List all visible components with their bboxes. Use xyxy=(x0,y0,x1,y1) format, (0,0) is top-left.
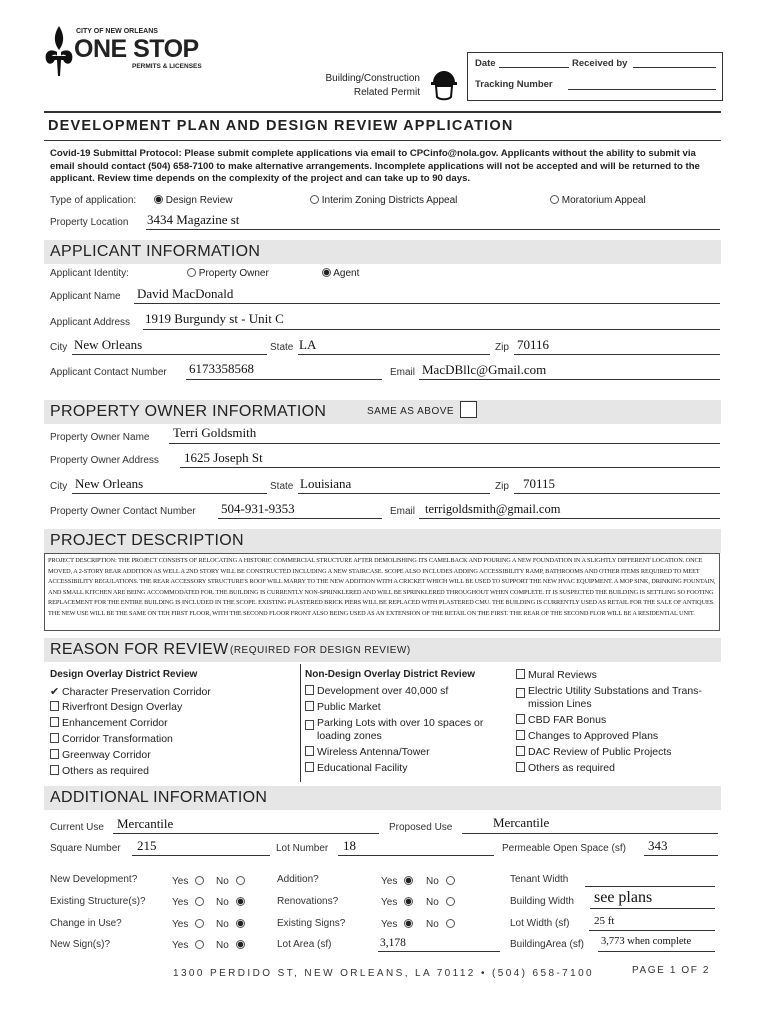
check-icon: ✔ xyxy=(50,686,60,698)
applicant-email-value: MacDBllc@Gmail.com xyxy=(422,362,547,377)
owner-city-value: New Orleans xyxy=(75,476,144,491)
public-market-checkbox[interactable] xyxy=(305,701,314,711)
owner-contact-label: Property Owner Contact Number xyxy=(50,506,196,517)
radio-new-signs-yes[interactable] xyxy=(195,940,204,949)
new-signs-no[interactable] xyxy=(216,940,245,951)
electric-utility-checkbox[interactable] xyxy=(516,688,525,698)
educational-facility-option[interactable] xyxy=(305,762,505,778)
project-section-header xyxy=(44,529,721,553)
date-field[interactable] xyxy=(499,67,569,68)
owner-state-field[interactable] xyxy=(298,493,490,494)
no-label: No xyxy=(216,940,229,951)
dac-review-checkbox[interactable] xyxy=(516,746,525,756)
reason-heading-note: (REQUIRED FOR DESIGN REVIEW) xyxy=(230,645,411,656)
page-number: PAGE 1 OF 2 xyxy=(632,965,710,976)
owner-address-field[interactable] xyxy=(180,467,720,468)
changes-approved-option[interactable] xyxy=(516,730,721,746)
project-description-box[interactable] xyxy=(44,553,720,631)
non-design-overlay-list xyxy=(305,685,505,778)
radio-property-owner[interactable] xyxy=(187,268,196,277)
owner-heading: PROPERTY OWNER INFORMATION xyxy=(50,403,327,420)
yes-label: Yes xyxy=(172,940,189,951)
owner-state-value: Louisiana xyxy=(300,476,352,491)
square-number-value: 215 xyxy=(137,838,157,853)
property-location-value: 3434 Magazine st xyxy=(147,212,240,227)
current-use-value: Mercantile xyxy=(117,816,174,831)
applicant-zip-field[interactable] xyxy=(514,354,720,355)
building-area-value: 3,773 when complete xyxy=(601,936,692,947)
change-in-use-label: Change in Use? xyxy=(50,918,122,929)
addition-no[interactable] xyxy=(426,876,455,887)
project-heading: PROJECT DESCRIPTION xyxy=(50,532,244,549)
proposed-use-label: Proposed Use xyxy=(389,822,453,833)
building-area-field[interactable] xyxy=(598,951,715,952)
no-label: No xyxy=(216,876,229,887)
logo-sub-text: PERMITS & LICENSES xyxy=(132,63,202,70)
owner-zip-label: Zip xyxy=(495,481,509,492)
type-of-application-label: Type of application: xyxy=(50,195,137,206)
owner-email-label: Email xyxy=(390,506,416,517)
owner-contact-value: 504-931-9353 xyxy=(221,501,295,516)
reason-heading: REASON FOR REVIEW xyxy=(50,641,229,658)
applicant-zip-label: Zip xyxy=(495,342,509,353)
radio-izd-appeal[interactable] xyxy=(310,195,319,204)
addition-yes[interactable] xyxy=(381,876,413,887)
lot-number-label: Lot Number xyxy=(276,843,329,854)
electric-utility-option[interactable] xyxy=(516,685,721,714)
existing-structures-label: Existing Structure(s)? xyxy=(50,896,146,907)
applicant-contact-field[interactable] xyxy=(186,379,382,380)
cbd-far-label: CBD FAR Bonus xyxy=(528,714,607,726)
current-use-field[interactable] xyxy=(113,833,379,834)
dac-review-label: DAC Review of Public Projects xyxy=(528,746,672,758)
lot-width-label: Lot Width (sf) xyxy=(510,918,570,929)
radio-existing-signs-yes[interactable] xyxy=(404,919,413,928)
dac-review-option[interactable] xyxy=(516,746,721,762)
development-40000-option[interactable] xyxy=(305,685,505,701)
applicant-address-field[interactable] xyxy=(143,329,720,330)
logo xyxy=(44,22,214,80)
design-overlay-list xyxy=(50,685,211,781)
parking-lots-checkbox[interactable] xyxy=(305,720,314,730)
development-40000-checkbox[interactable] xyxy=(305,685,314,695)
owner-address-value: 1625 Joseph St xyxy=(184,450,263,465)
no-label: No xyxy=(426,897,439,908)
riverfront-option[interactable] xyxy=(50,701,211,717)
radio-new-development-yes[interactable] xyxy=(195,876,204,885)
col3-others-checkbox[interactable] xyxy=(516,762,525,772)
type-izd-appeal[interactable] xyxy=(310,195,457,206)
owner-email-value: terrigoldsmith@gmail.com xyxy=(425,502,561,516)
greenway-checkbox[interactable] xyxy=(50,749,59,759)
radio-new-development-no[interactable] xyxy=(236,876,245,885)
proposed-use-value: Mercantile xyxy=(493,815,550,830)
building-width-value: see plans xyxy=(594,889,653,906)
renovations-label: Renovations? xyxy=(277,896,339,907)
col1-others-option[interactable] xyxy=(50,765,211,781)
radio-design-review[interactable] xyxy=(154,195,163,204)
enhancement-checkbox[interactable] xyxy=(50,717,59,727)
applicant-address-label: Applicant Address xyxy=(50,317,131,328)
owner-state-label: State xyxy=(270,481,294,492)
design-overlay-title: Design Overlay District Review xyxy=(50,669,198,680)
covid-notice: Covid-19 Submittal Protocol: Please submit complete applications via email to CPCinfo@nola.gov. Applicants without the ability to submit via email should contact (504) 658-7100 to make alternative arrangements. Incomplete applications will not be accepted and will be returned to the applicant. Review time depends on the complexity of the project and can take up to 90 days. xyxy=(50,148,700,185)
additional-heading: ADDITIONAL INFORMATION xyxy=(50,789,268,806)
tenant-width-label: Tenant Width xyxy=(510,874,569,885)
owner-zip-field[interactable] xyxy=(514,493,720,494)
type-izd-appeal-label: Interim Zoning Districts Appeal xyxy=(321,195,458,206)
yes-label: Yes xyxy=(381,876,398,887)
owner-name-value: Terri Goldsmith xyxy=(173,425,257,440)
yes-label: Yes xyxy=(172,876,189,887)
mural-reviews-option[interactable] xyxy=(516,669,721,685)
applicant-contact-label: Applicant Contact Number xyxy=(50,367,167,378)
square-number-label: Square Number xyxy=(50,843,121,854)
col1-others-label: Others as required xyxy=(62,765,149,777)
owner-zip-value: 70115 xyxy=(523,476,556,491)
applicant-name-label: Applicant Name xyxy=(50,291,121,302)
new-development-yes[interactable] xyxy=(172,876,204,887)
radio-renovations-yes[interactable] xyxy=(404,897,413,906)
radio-moratorium-appeal[interactable] xyxy=(550,195,559,204)
radio-addition-yes[interactable] xyxy=(404,876,413,885)
permeable-space-field[interactable] xyxy=(644,855,718,856)
permit-type-line2: Related Permit xyxy=(353,87,420,98)
riverfront-label: Riverfront Design Overlay xyxy=(62,701,183,713)
parking-lots-label: Parking Lots with over 10 spaces or loading zones xyxy=(317,717,484,742)
lot-number-value: 18 xyxy=(343,838,356,853)
date-label: Date xyxy=(475,58,496,69)
cbd-far-checkbox[interactable] xyxy=(516,714,525,724)
electric-utility-label: Electric Utility Substations and Trans-mission Lines xyxy=(528,685,702,710)
footer-address: 1300 PERDIDO ST, NEW ORLEANS, LA 70112 • (504) 658-7100 xyxy=(173,968,595,979)
radio-change-in-use-no[interactable] xyxy=(236,919,245,928)
existing-structures-no[interactable] xyxy=(216,897,245,908)
new-signs-yes[interactable] xyxy=(172,940,204,951)
col1-others-checkbox[interactable] xyxy=(50,765,59,775)
new-signs-label: New Sign(s)? xyxy=(50,939,111,950)
property-location-field[interactable] xyxy=(146,229,720,230)
mural-reviews-checkbox[interactable] xyxy=(516,669,525,679)
enhancement-label: Enhancement Corridor xyxy=(62,717,168,729)
no-label: No xyxy=(426,919,439,930)
lot-width-value: 25 ft xyxy=(594,915,615,927)
radio-existing-signs-no[interactable] xyxy=(446,919,455,928)
changes-approved-checkbox[interactable] xyxy=(516,730,525,740)
enhancement-option[interactable] xyxy=(50,717,211,733)
type-moratorium-appeal[interactable] xyxy=(550,195,646,206)
applicant-name-value: David MacDonald xyxy=(137,286,234,301)
radio-existing-structures-yes[interactable] xyxy=(195,897,204,906)
wireless-antenna-checkbox[interactable] xyxy=(305,746,314,756)
fleur-de-lis-icon xyxy=(44,26,74,78)
radio-renovations-no[interactable] xyxy=(446,897,455,906)
no-label: No xyxy=(216,897,229,908)
building-width-label: Building Width xyxy=(510,896,574,907)
col3-others-option[interactable] xyxy=(516,762,721,778)
building-area-label: BuildingArea (sf) xyxy=(510,939,584,950)
square-number-field[interactable] xyxy=(132,855,270,856)
development-40000-label: Development over 40,000 sf xyxy=(317,685,449,697)
current-use-label: Current Use xyxy=(50,822,104,833)
owner-city-label: City xyxy=(50,481,68,492)
addition-label: Addition? xyxy=(277,874,319,885)
title-rule-top xyxy=(44,111,721,113)
educational-facility-label: Educational Facility xyxy=(317,762,408,774)
wireless-antenna-option[interactable] xyxy=(305,746,505,762)
corridor-transformation-option[interactable] xyxy=(50,733,211,749)
new-development-no[interactable] xyxy=(216,876,245,887)
applicant-contact-value: 6173358568 xyxy=(189,361,254,376)
applicant-city-field[interactable] xyxy=(72,354,267,355)
applicant-address-value: 1919 Burgundy st - Unit C xyxy=(145,311,284,326)
logo-top-text: CITY OF NEW ORLEANS xyxy=(76,28,158,35)
identity-agent[interactable] xyxy=(322,268,359,279)
same-as-above-label: SAME AS ABOVE xyxy=(367,406,455,417)
mural-reviews-label: Mural Reviews xyxy=(528,669,597,681)
owner-name-field[interactable] xyxy=(169,443,720,444)
applicant-state-label: State xyxy=(270,342,294,353)
type-design-review[interactable] xyxy=(154,195,232,206)
character-preservation-option[interactable] xyxy=(50,685,211,701)
permit-type-line1: Building/Construction xyxy=(325,73,420,84)
same-as-above-checkbox[interactable] xyxy=(460,401,477,418)
applicant-name-field[interactable] xyxy=(134,303,720,304)
corridor-transformation-label: Corridor Transformation xyxy=(62,733,173,745)
no-label: No xyxy=(426,876,439,887)
riverfront-checkbox[interactable] xyxy=(50,701,59,711)
permeable-space-value: 343 xyxy=(648,838,668,853)
building-width-field[interactable] xyxy=(590,908,715,909)
reason-section-header xyxy=(44,638,721,662)
hard-hat-icon xyxy=(431,69,457,101)
greenway-label: Greenway Corridor xyxy=(62,749,151,761)
applicant-email-field[interactable] xyxy=(419,379,720,380)
non-design-overlay-title: Non-Design Overlay District Review xyxy=(305,669,476,680)
reason-divider xyxy=(300,664,301,782)
applicant-email-label: Email xyxy=(390,367,416,378)
identity-property-owner[interactable] xyxy=(187,268,269,279)
applicant-heading: APPLICANT INFORMATION xyxy=(50,243,261,260)
educational-facility-checkbox[interactable] xyxy=(305,762,314,772)
radio-new-signs-no[interactable] xyxy=(236,940,245,949)
applicant-state-field[interactable] xyxy=(298,354,490,355)
parking-lots-option[interactable] xyxy=(305,717,505,746)
renovations-no[interactable] xyxy=(426,897,455,908)
received-by-label: Received by xyxy=(572,58,628,69)
no-label: No xyxy=(216,919,229,930)
applicant-state-value: LA xyxy=(299,337,317,352)
public-market-option[interactable] xyxy=(305,701,505,717)
existing-signs-label: Existing Signs? xyxy=(277,918,346,929)
logo-main-text: ONE STOP xyxy=(74,35,199,63)
character-preservation-label: Character Preservation Corridor xyxy=(62,686,211,698)
owner-email-field[interactable] xyxy=(419,518,720,519)
applicant-city-label: City xyxy=(50,342,68,353)
tracking-number-label: Tracking Number xyxy=(475,79,553,90)
radio-existing-structures-no[interactable] xyxy=(236,897,245,906)
owner-contact-field[interactable] xyxy=(218,518,382,519)
owner-section-header xyxy=(44,400,721,424)
existing-signs-yes[interactable] xyxy=(381,919,413,930)
applicant-city-value: New Orleans xyxy=(74,337,143,352)
page-title: DEVELOPMENT PLAN AND DESIGN REVIEW APPLICATION xyxy=(48,118,514,134)
tracking-number-field[interactable] xyxy=(568,89,716,90)
lot-area-label: Lot Area (sf) xyxy=(277,939,332,950)
identity-agent-label: Agent xyxy=(333,268,360,279)
type-design-review-label: Design Review xyxy=(165,195,233,206)
property-location-label: Property Location xyxy=(50,217,129,228)
identity-property-owner-label: Property Owner xyxy=(198,268,269,279)
proposed-use-field[interactable] xyxy=(462,833,718,834)
public-market-label: Public Market xyxy=(317,701,381,713)
cbd-far-option[interactable] xyxy=(516,714,721,730)
radio-change-in-use-yes[interactable] xyxy=(195,919,204,928)
radio-addition-no[interactable] xyxy=(446,876,455,885)
lot-number-field[interactable] xyxy=(338,855,494,856)
title-rule-bottom xyxy=(44,140,721,141)
project-description-text: PROJECT DESCRIPTION: THE PROJECT CONSISTS OF RELOCATING A HISTORIC COMMERCIAL STRUCTURE AFTER DEMOLISHING ITS CAMELBACK AND POURING A NEW FOUNDATION IN A SLIGHTLY DIFFERENT LOCATION. ONCE MOVED, A 2-STORY REAR ADDITION AS WELL A 2ND STORY WILL BE CONSTRUCTED INCLUDING A NEW STAIRCASE. SCOPE ALSO INCLUDES ADDING ACCESSIBILITY RAMP, BATHROOMS AND OTHER ITEMS REQUIRED TO MEET ACCESSIBILITY REGULATIONS. THE REAR ACCESSORY STRUCTURE'S ROOF WILL MARRY TO THE NEW ADDITION WITH A CRICKET WHICH WILL BE USED TO SUPPORT THE NEW HVAC EQUIPMENT. A MOP SINK, DRINKING FOUNTAIN, AND SMALL KITCHEN ARE BEING ACCOMMODATED FOR. THE BUILDING IS CURRENTLY NON-SPRINKLERED AND WILL BE SPRINKLERED THROUGHOUT WHEN COMPLETE. IT IS SUSPECTED THE BUILDING IS SETTLING SO FOOTING REPLACEMENT FOR THE ENTIRE BUILDING IS INCLUDED IN THE SCOPE. EXISTING PLASTERED BRICK PIERS WILL BE REPLACED WITH PLASTERED CMU. THE BUILDING IS CURRENTLY USED AS RETAIL FOR THE SALE OF ANTIQUES. THE NEW USE WILL BE THE SAME ON TEH FIRST FLOOR, WITH THE SECOND FLOOR FRONT ALSO BEING USED AS AN EXTENSION OF THE RETAIL ON THE FIRST. THE REAR OF THE SECOND FLOR WILL BE A RESIDENTIAL UNIT. xyxy=(48,557,716,617)
permeable-space-label: Permeable Open Space (sf) xyxy=(502,843,626,854)
new-development-label: New Development? xyxy=(50,874,138,885)
received-by-field[interactable] xyxy=(633,67,716,68)
tenant-width-field[interactable] xyxy=(585,886,715,887)
corridor-transformation-checkbox[interactable] xyxy=(50,733,59,743)
other-review-list xyxy=(516,669,721,778)
changes-approved-label: Changes to Approved Plans xyxy=(528,730,659,742)
owner-city-field[interactable] xyxy=(72,493,267,494)
lot-width-field[interactable] xyxy=(589,930,715,931)
owner-address-label: Property Owner Address xyxy=(50,455,159,466)
existing-structures-yes[interactable] xyxy=(172,897,204,908)
change-in-use-no[interactable] xyxy=(216,919,245,930)
lot-area-field[interactable] xyxy=(378,951,500,952)
owner-name-label: Property Owner Name xyxy=(50,432,150,443)
radio-agent[interactable] xyxy=(322,268,331,277)
applicant-zip-value: 70116 xyxy=(517,337,550,352)
lot-area-value: 3,178 xyxy=(380,937,406,949)
type-moratorium-appeal-label: Moratorium Appeal xyxy=(561,195,646,206)
yes-label: Yes xyxy=(381,919,398,930)
col3-others-label: Others as required xyxy=(528,762,615,774)
wireless-antenna-label: Wireless Antenna/Tower xyxy=(317,746,430,758)
yes-label: Yes xyxy=(172,897,189,908)
renovations-yes[interactable] xyxy=(381,897,413,908)
greenway-option[interactable] xyxy=(50,749,211,765)
applicant-identity-label: Applicant Identity: xyxy=(50,268,129,279)
additional-section-header xyxy=(44,786,721,810)
applicant-section-header xyxy=(44,240,721,264)
yes-label: Yes xyxy=(381,897,398,908)
existing-signs-no[interactable] xyxy=(426,919,455,930)
yes-label: Yes xyxy=(172,919,189,930)
change-in-use-yes[interactable] xyxy=(172,919,204,930)
